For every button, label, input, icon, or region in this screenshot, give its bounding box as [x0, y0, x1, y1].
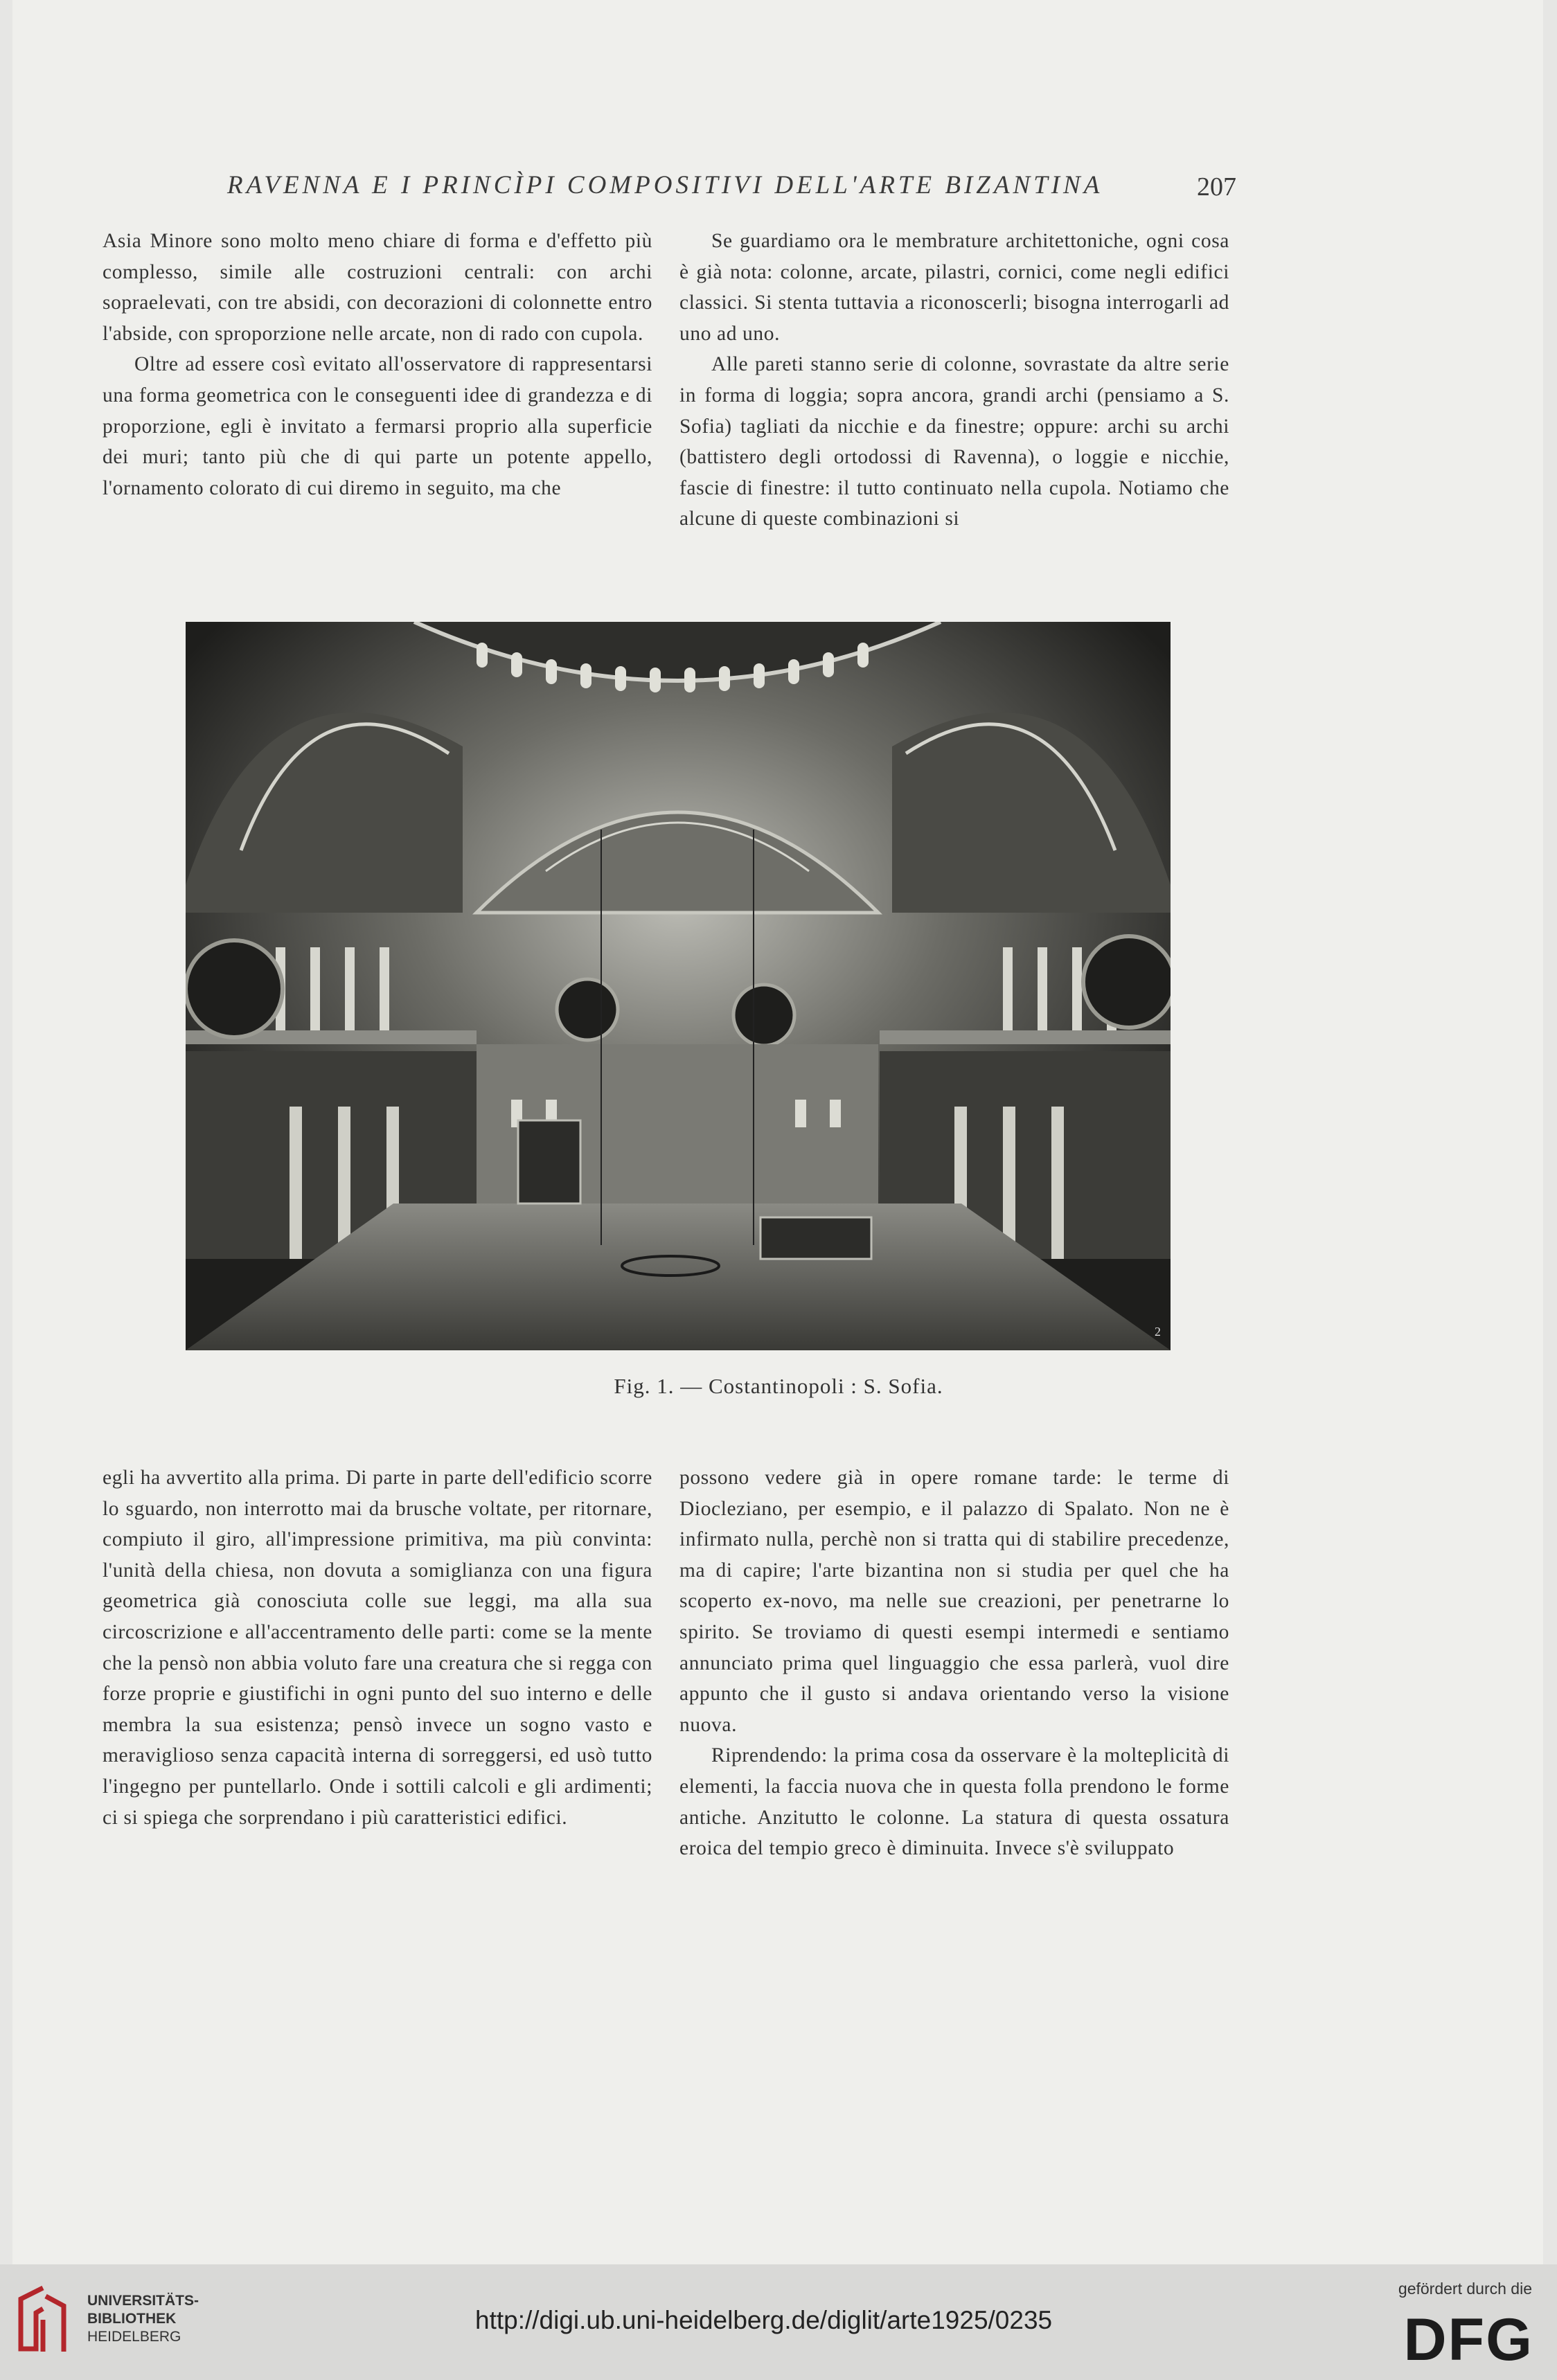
library-name-line: UNIVERSITÄTS-: [87, 2293, 199, 2309]
university-library-logo-icon: [15, 2285, 72, 2354]
paragraph: Se guardiamo ora le membrature architettoniche, ogni cosa è già nota: colonne, arcate, pilastri, cornici, come negli edifici classici. Si stenta tuttavia a riconoscerli; bisogna interrogarli ad uno ad uno.: [679, 230, 1229, 345]
text-column-top-left: [103, 226, 652, 503]
paragraph: possono vedere già in opere romane tarde: le terme di Diocleziano, per esempio, e il palazzo di Spalato. Non ne è infirmato nulla, perchè non si tratta qui di stabilire precedenze, ma di capire; l'arte bizantina non si studia per quel che ha scoperto ex-novo, ma nelle sue creazioni, per penetrarne lo spirito. Se troviamo di questi esempi intermedi e sentiamo annunciato prima quel linguaggio che essa parlerà, vuol dire appunto che il gusto si andava orientando verso la visione nuova.: [679, 1467, 1229, 1736]
footer-bar: [0, 2264, 1557, 2380]
photo-hagia-sophia-interior: [186, 622, 1171, 1350]
funded-by-label: gefördert durch die: [1398, 2280, 1532, 2298]
figure-corner-mark: 2: [1155, 1325, 1161, 1339]
dfg-logo: DFG: [1403, 2307, 1533, 2373]
text-column-top-right: [679, 226, 1229, 535]
paragraph: Asia Minore sono molto meno chiare di forma e d'effetto più complesso, simile alle costruzioni centrali: con archi sopraelevati, con tre absidi, con decorazioni di colonnette entro l'abside, con sproporzione nelle arcate, non di rado con cupola.: [103, 230, 652, 345]
source-url-link[interactable]: http://digi.ub.uni-heidelberg.de/diglit/arte1925/0235: [475, 2306, 1053, 2334]
library-name: [87, 2292, 199, 2346]
paragraph: Riprendendo: la prima cosa da osservare è la molteplicità di elementi, la faccia nuova che in questa folla prendono le forme antiche. Anzitutto le colonne. La statura di questa ossatura eroica del tempio greco è diminuita. Invece s'è sviluppato: [679, 1744, 1229, 1860]
library-name-line: BIBLIOTHEK: [87, 2311, 177, 2327]
figure-caption: Fig. 1. — Costantinopoli : S. Sofia.: [614, 1374, 943, 1398]
paragraph: Alle pareti stanno serie di colonne, sovrastate da altre serie in forma di loggia; sopra ancora, grandi archi (pensiamo a S. Sofia) tagliati da nicchie e da finestre; oppure: archi su archi (battistero degli ortodossi di Ravenna), o loggie e nicchie, fascie di finestre: il tutto continuato nella cupola. Notiamo che alcune di queste combinazioni si: [679, 353, 1229, 530]
photo-illustration: [186, 622, 1171, 1350]
running-title: RAVENNA E I PRINCÌPI COMPOSITIVI DELL'ARTE BIZANTINA: [227, 171, 1103, 199]
paragraph: egli ha avvertito alla prima. Di parte in parte dell'edificio scorre lo sguardo, non interrotto mai da brusche voltate, per ritornare, compiuto il giro, all'impressione primitiva, ma più convinta: l'unità della chiesa, non dovuta a somiglianza con una figura geometrica già conosciuta colle sue leggi, ma alla sua circoscrizione e all'accentramento delle parti: come se la mente che la pensò non abbia voluto fare una creatura che si regga con forze proprie e giustifichi in ogni punto del suo interno e delle membra la sua esistenza; pensò invece un sogno vasto e meraviglioso senza capacità interna di sorreggersi, ed usò tutto l'ingegno per puntellarlo. Onde i sottili calcoli e gli ardimenti; ci si spiega che sorprendano i più caratteristici edifici.: [103, 1467, 652, 1829]
page-number: 207: [1197, 172, 1236, 202]
text-column-bottom-right: [679, 1462, 1229, 1864]
library-name-line: HEIDELBERG: [87, 2329, 181, 2345]
text-column-bottom-left: [103, 1462, 652, 1833]
paragraph: Oltre ad essere così evitato all'osservatore di rappresentarsi una forma geometrica con le conseguenti idee di grandezza e di proporzione, egli è invitato a fermarsi proprio alla superficie dei muri; tanto più che di qui parte un potente appello, l'ornamento colorato di cui diremo in seguito, ma che: [103, 353, 652, 499]
